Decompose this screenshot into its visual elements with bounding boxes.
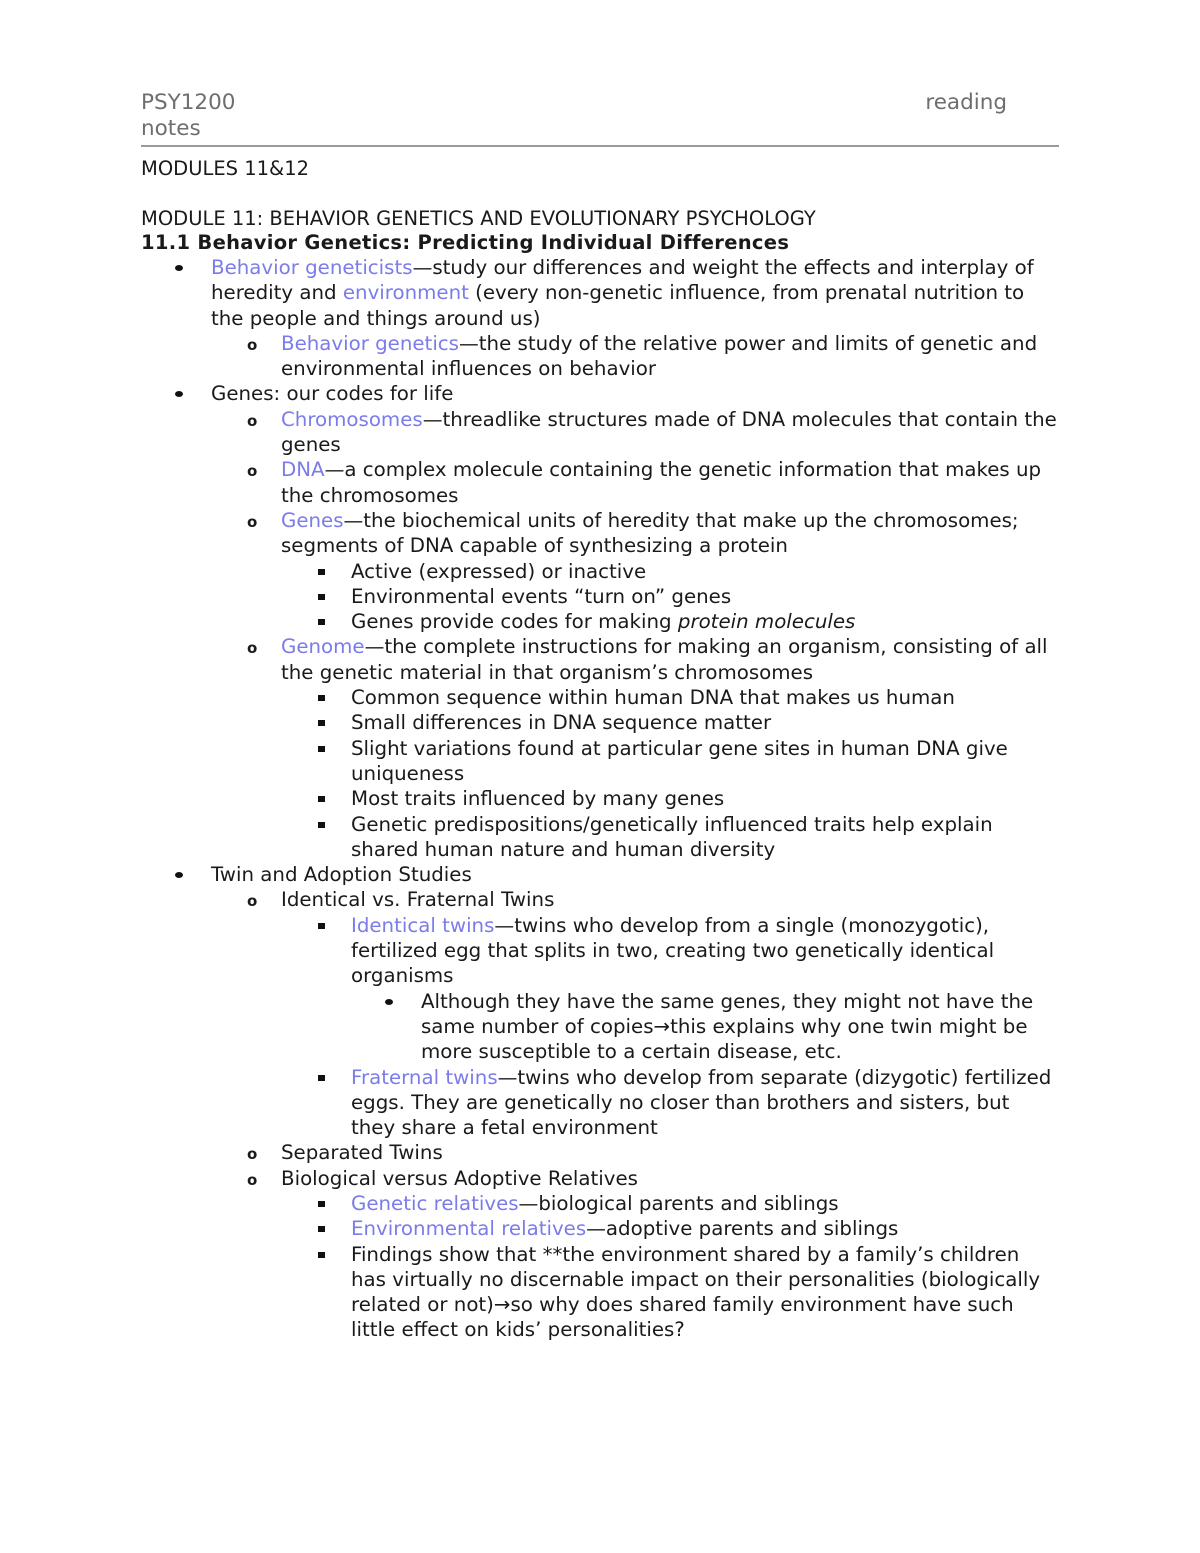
term: Chromosomes — [281, 407, 423, 431]
list-item — [141, 381, 1059, 862]
item-text: Genetic predispositions/genetically influenced traits help explain shared human nature and human diversity — [351, 812, 993, 861]
term: Genome — [281, 635, 365, 659]
outline-list — [141, 255, 1059, 1343]
definition: —threadlike structures made of DNA molecules that contain the genes — [281, 407, 1057, 457]
term: Behavior genetics — [281, 331, 459, 355]
list-item — [211, 508, 1059, 634]
list-item — [211, 634, 1059, 862]
list-item — [281, 584, 1059, 609]
list-item — [211, 1166, 1059, 1343]
header-divider — [141, 145, 1059, 147]
course-code: PSY1200 — [141, 90, 236, 115]
item-text: Twin and Adoption Studies — [211, 863, 472, 887]
list-item — [211, 887, 1059, 1140]
sub-list — [281, 559, 1059, 635]
list-item — [281, 812, 1059, 863]
item-text: Small differences in DNA sequence matter — [351, 711, 772, 735]
list-item — [281, 913, 1059, 1065]
document-page — [141, 88, 1059, 1343]
sub-list — [351, 989, 1059, 1065]
list-item — [281, 1242, 1059, 1343]
bullet-o-icon: o — [247, 512, 258, 531]
term: Environmental relatives — [351, 1217, 587, 1241]
item-text: Identical vs. Fraternal Twins — [281, 888, 555, 912]
item-text: Biological versus Adoptive Relatives — [281, 1166, 638, 1190]
sub-list — [211, 407, 1059, 862]
sub-list — [211, 331, 1059, 382]
item-text: Findings show that **the environment shared by a family’s children has virtually no discernable impact on their personalities (biologically related or not)→so why does shared family environment have such little effect on kids’ personalities? — [351, 1242, 1041, 1342]
item-text: Genes provide codes for making — [351, 610, 678, 634]
list-item — [281, 609, 1059, 634]
section-title: 11.1 Behavior Genetics: Predicting Individual Differences — [141, 231, 790, 254]
definition: —twins who develop from a single (monozygotic), fertilized egg that splits in two, creating two genetically identical organisms — [351, 913, 995, 988]
list-item — [281, 736, 1059, 787]
list-item — [141, 862, 1059, 1343]
definition: —study our differences and weight the effects and interplay of heredity and — [211, 256, 1034, 305]
item-text: Although they have the same genes, they might not have the same number of copies→this explains why one twin might be more susceptible to a certain disease, etc. — [421, 989, 1034, 1064]
list-item — [211, 407, 1059, 458]
term: Identical twins — [351, 913, 495, 937]
bullet-o-icon: o — [247, 1170, 258, 1189]
sub-list — [281, 1191, 1059, 1343]
list-item — [351, 989, 1059, 1065]
list-item — [281, 786, 1059, 811]
list-item — [281, 710, 1059, 735]
list-item — [281, 1065, 1059, 1141]
list-item — [281, 1216, 1059, 1241]
definition: —a complex molecule containing the genetic information that makes up the chromosomes — [281, 458, 1042, 507]
term: Genetic relatives — [351, 1191, 519, 1215]
term: DNA — [281, 458, 325, 482]
definition: (every non-genetic influence, from prenatal nutrition to the people and things around us) — [211, 281, 1025, 330]
item-text: Common sequence within human DNA that makes us human — [351, 686, 955, 710]
term: Fraternal twins — [351, 1065, 498, 1089]
bullet-o-icon: o — [247, 335, 258, 354]
bullet-o-icon: o — [247, 462, 258, 481]
definition: —twins who develop from separate (dizygotic) fertilized eggs. They are genetically no closer than brothers and sisters, but they share a fetal environment — [351, 1065, 1052, 1140]
item-text: Genes: our codes for life — [211, 382, 454, 406]
sub-list — [211, 887, 1059, 1342]
definition: —the study of the relative power and limits of genetic and environmental influences on behavior — [281, 331, 1038, 381]
item-text: Active (expressed) or inactive — [351, 559, 647, 583]
modules-line: MODULES 11&12 — [141, 157, 310, 180]
page-header — [141, 88, 1059, 118]
term: environment — [342, 281, 469, 305]
definition: —biological parents and siblings — [518, 1191, 839, 1215]
bullet-o-icon: o — [247, 892, 258, 911]
list-item — [211, 457, 1059, 508]
definition: —the biochemical units of heredity that make up the chromosomes; segments of DNA capable of synthesizing a protein — [281, 508, 1019, 558]
item-text: Most traits influenced by many genes — [351, 787, 725, 811]
header-type-word: reading — [925, 90, 1007, 115]
sub-list — [281, 913, 1059, 1141]
list-item — [211, 331, 1059, 382]
list-item — [281, 559, 1059, 584]
term: Behavior geneticists — [211, 256, 413, 279]
list-item — [211, 1140, 1059, 1165]
list-item — [141, 255, 1059, 381]
bullet-o-icon: o — [247, 639, 258, 658]
sub-list — [281, 685, 1059, 862]
header-type-word-2: notes — [141, 116, 201, 141]
term: Genes — [281, 508, 344, 532]
bullet-o-icon: o — [247, 411, 258, 430]
definition: —the complete instructions for making an organism, consisting of all the genetic material in that organism’s chromosomes — [281, 635, 1048, 684]
bullet-o-icon: o — [247, 1145, 258, 1164]
item-text: Separated Twins — [281, 1141, 443, 1165]
module-title: MODULE 11: BEHAVIOR GENETICS AND EVOLUTIONARY PSYCHOLOGY — [141, 207, 816, 230]
item-text: Environmental events “turn on” genes — [351, 584, 732, 608]
definition: —adoptive parents and siblings — [586, 1217, 899, 1241]
list-item — [281, 1191, 1059, 1216]
emphasis-text: protein molecules — [677, 610, 856, 634]
item-text: Slight variations found at particular gene sites in human DNA give uniqueness — [351, 736, 1008, 785]
list-item — [281, 685, 1059, 710]
